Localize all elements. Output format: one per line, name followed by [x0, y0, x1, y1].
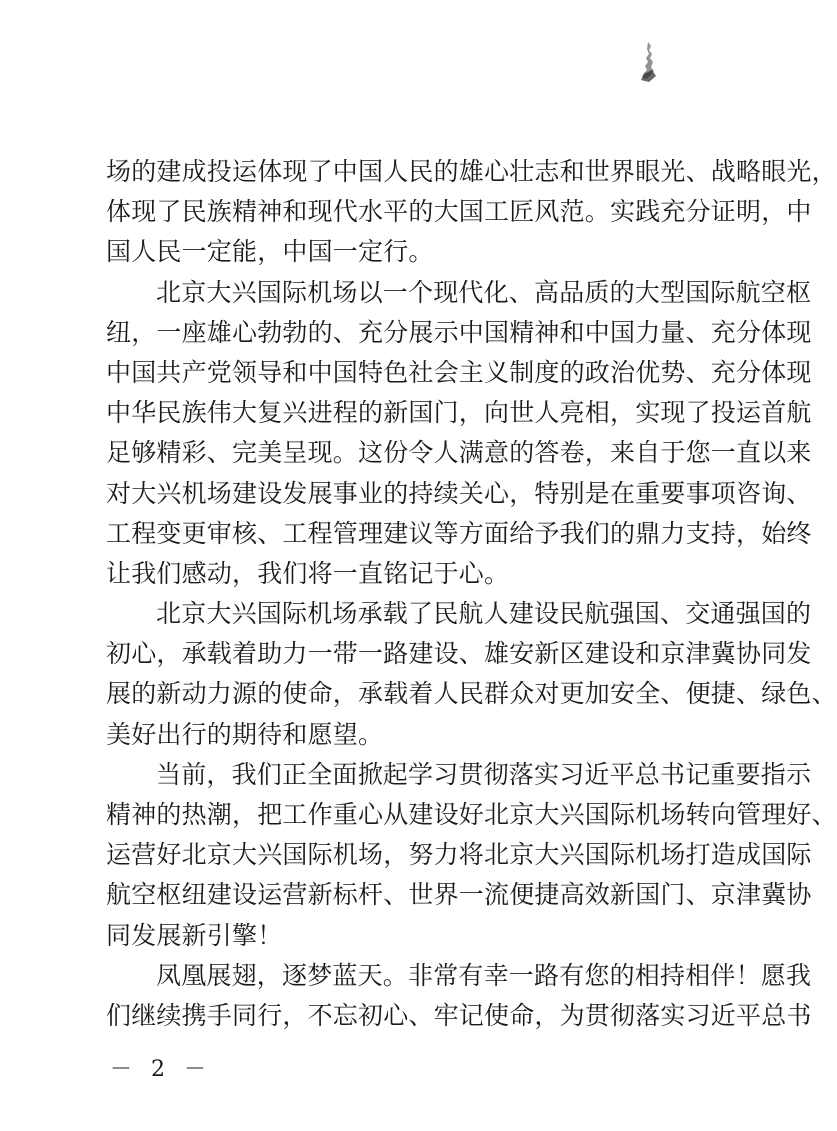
text-line: 纽，一座雄心勃勃的、充分展示中国精神和中国力量、充分体现 — [106, 317, 812, 347]
text-line: 们继续携手同行，不忘初心、牢记使命，为贯彻落实习近平总书 — [106, 1000, 812, 1030]
text-line: 航空枢纽建设运营新标杆、世界一流便捷高效新国门、京津冀协 — [106, 880, 812, 910]
text-line: 足够精彩、完美呈现。这份令人满意的答卷，来自于您一直以来 — [106, 438, 812, 468]
paragraph-start-line: 北京大兴国际机场承载了民航人建设民航强国、交通强国的 — [156, 599, 812, 629]
text-line: 精神的热潮，把工作重心从建设好北京大兴国际机场转向管理好、 — [106, 800, 837, 829]
text-line: 让我们感动，我们将一直铭记于心。 — [106, 558, 510, 588]
text-line: 美好出行的期待和愿望。 — [106, 719, 384, 749]
text-line: 中华民族伟大复兴进程的新国门，向世人亮相，实现了投运首航 — [106, 398, 812, 428]
letter-body — [106, 152, 837, 1036]
text-line: 体现了民族精神和现代水平的大国工匠风范。实践充分证明，中 — [106, 197, 812, 227]
text-line: 初心，承载着助力一带一路建设、雄安新区建设和京津冀协同发 — [106, 639, 812, 669]
text-line: 展的新动力源的使命，承载着人民群众对更加安全、便捷、绿色、 — [106, 679, 837, 709]
text-line: 工程变更审核、工程管理建议等方面给予我们的鼎力支持，始终 — [106, 518, 812, 548]
paragraph-start-line: 当前，我们正全面掀起学习贯彻落实习近平总书记重要指示 — [156, 759, 812, 789]
text-line: 运营好北京大兴国际机场，努力将北京大兴国际机场打造成国际 — [106, 840, 812, 870]
text-line: 场的建成投运体现了中国人民的雄心壮志和世界眼光、战略眼光， — [106, 157, 837, 186]
page-number: － 2 － — [110, 1057, 212, 1082]
text-line: 同发展新引擎！ — [106, 920, 283, 950]
text-line: 中国共产党领导和中国特色社会主义制度的政治优势、充分体现 — [106, 357, 812, 387]
paragraph-start-line: 凤凰展翅，逐梦蓝天。非常有幸一路有您的相持相伴！愿我 — [156, 960, 812, 990]
text-line: 对大兴机场建设发展事业的持续关心，特别是在重要事项咨询、 — [106, 478, 812, 508]
text-line: 国人民一定能，中国一定行。 — [106, 237, 434, 267]
scan-smudge-mark — [636, 40, 664, 84]
paragraph-start-line: 北京大兴国际机场以一个现代化、高品质的大型国际航空枢 — [156, 277, 812, 307]
